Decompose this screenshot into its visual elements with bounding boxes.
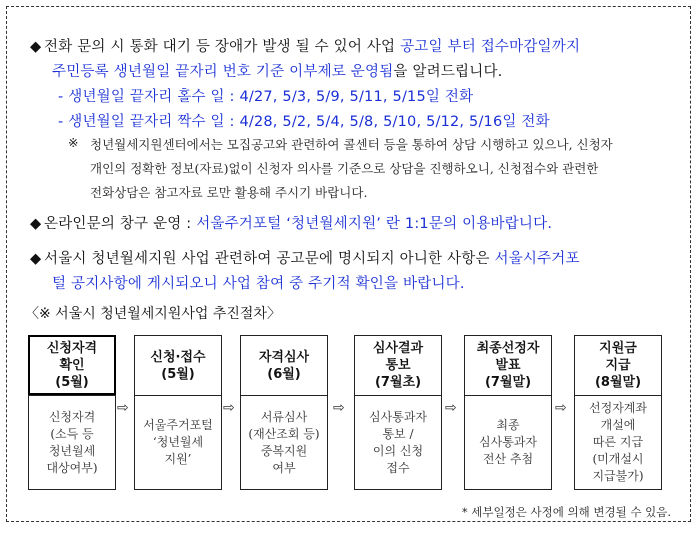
process-step-description (464, 395, 552, 490)
process-step-period: (5월) (161, 366, 195, 382)
process-arrow-icon: ⇨ (555, 400, 567, 416)
process-step-title: 심사결과 (372, 341, 424, 356)
process-step-description (134, 395, 222, 490)
note-mark: ※ (68, 135, 79, 150)
process-step-description-line: 청년월세 (48, 443, 96, 458)
process-step-description-line: 개설에 (600, 418, 636, 432)
bullet-3-line-2: 털 공지사항에 게시되오니 사업 참여 중 주기적 확인을 바랍니다. (52, 276, 465, 292)
diamond-bullet-icon: ◆ (30, 216, 42, 232)
process-step-header (354, 335, 442, 395)
process-step-title: 통보 (385, 358, 411, 373)
process-step-description-line: 최종 (496, 418, 520, 432)
process-step-description-line: 신청자격 (48, 409, 96, 424)
process-step-description-line: 서류심사 (260, 409, 308, 424)
process-step-title: 최종선정자 (476, 341, 540, 356)
process-step-title: 신청자격 (46, 340, 98, 356)
process-step-period: (8월말) (594, 375, 642, 390)
bullet-2: ◆ 온라인문의 창구 운영 : 서울주거포털 ‘청년월세지원’ 란 1:1문의 이용바랍니다. (30, 216, 553, 232)
even-day-line: - 생년월일 끝자리 짝수 일 : 4/28, 5/2, 5/4, 5/8, 5/10, 5/12, 5/16일 전화 (58, 114, 550, 130)
process-step-description-line: 심사통과자 (479, 435, 537, 449)
process-step-description-line: 전산 추첨 (482, 452, 534, 466)
process-step-description-line: 선정자계좌 (589, 401, 647, 415)
process-step-description (574, 395, 662, 490)
process-step-header (240, 335, 328, 395)
bullet-1-line-2: 주민등록 생년월일 끝자리 번호 기준 이부제로 운영됨을 알려드립니다. (52, 64, 503, 80)
process-step-description-line: 대상여부) (46, 460, 98, 475)
process-step-description-line: 이의 신청 (372, 443, 424, 458)
process-step-description-line: ‘청년월세 (152, 435, 204, 449)
process-step-description-line: (소득 등 (50, 426, 94, 441)
process-step-header (574, 335, 662, 395)
bullet-3-line-1: ◆ 서울시 청년월세지원 사업 관련하여 공고문에 명시되지 아니한 사항은 서울시주거포 (30, 251, 580, 267)
process-step-title: 확인 (59, 357, 85, 373)
process-title: 〈※ 서울시 청년월세지원사업 추진절차〉 (25, 306, 281, 322)
process-step-description-line: 여부 (272, 460, 296, 475)
process-step-title: 지급 (605, 358, 631, 373)
process-step-period: (7월말) (484, 375, 532, 390)
process-arrow-icon: ⇨ (445, 400, 457, 416)
diamond-bullet-icon: ◆ (30, 39, 42, 55)
process-step-description (28, 395, 116, 490)
process-step-period: (5월) (55, 374, 89, 390)
process-step-description-line: 지원’ (164, 452, 192, 466)
process-step-title: 신청·접수 (150, 349, 206, 365)
process-step-description-line: 통보 / (382, 426, 414, 441)
process-arrow-icon: ⇨ (117, 400, 129, 416)
odd-day-line: - 생년월일 끝자리 홀수 일 : 4/27, 5/3, 5/9, 5/11, 5/15일 전화 (58, 89, 474, 105)
process-step-header (134, 335, 222, 395)
process-step-title: 발표 (495, 358, 521, 373)
process-step-period: (7월초) (374, 375, 422, 390)
process-step-description-line: 심사통과자 (369, 409, 427, 424)
process-arrow-icon: ⇨ (333, 400, 345, 416)
process-step-description-line: (재산조회 등) (248, 426, 320, 441)
process-step-period: (6월) (267, 366, 301, 382)
diamond-bullet-icon: ◆ (30, 251, 42, 267)
process-step-description-line: 접수 (386, 460, 410, 475)
process-step-description (354, 395, 442, 490)
process-step-title: 지원금 (599, 341, 637, 356)
note-line-3: 전화상담은 참고자료 로만 활용해 주시기 바랍니다. (90, 185, 368, 200)
process-step-description-line: 따른 지급 (592, 435, 644, 449)
process-step-title: 자격심사 (258, 349, 310, 365)
note-line-2: 개인의 정확한 정보(자료)없이 신청자 의사를 기준으로 상담을 진행하오니, 신청접수와 관련한 (90, 161, 599, 176)
process-step-description-line: 지급불가) (592, 469, 644, 483)
process-step-description-line: (미개설시 (592, 452, 644, 466)
process-step-header (464, 335, 552, 395)
schedule-footnote: * 세부일정은 사정에 의해 변경될 수 있음. (461, 505, 671, 519)
process-step-header (28, 335, 116, 395)
process-step-description (240, 395, 328, 490)
process-step-description-line: 서울주거포털 (143, 418, 213, 432)
process-step-description-line: 중복지원 (260, 443, 308, 458)
note-line-1: 청년월세지원센터에서는 모집공고와 관련하여 콜센터 등을 통하여 상담 시행하고 있으나, 신청자 (90, 137, 613, 152)
bullet-1-line-1: ◆ 전화 문의 시 통화 대기 등 장애가 발생 될 수 있어 사업 공고일 부터 접수마감일까지 (30, 39, 581, 55)
process-arrow-icon: ⇨ (223, 400, 235, 416)
